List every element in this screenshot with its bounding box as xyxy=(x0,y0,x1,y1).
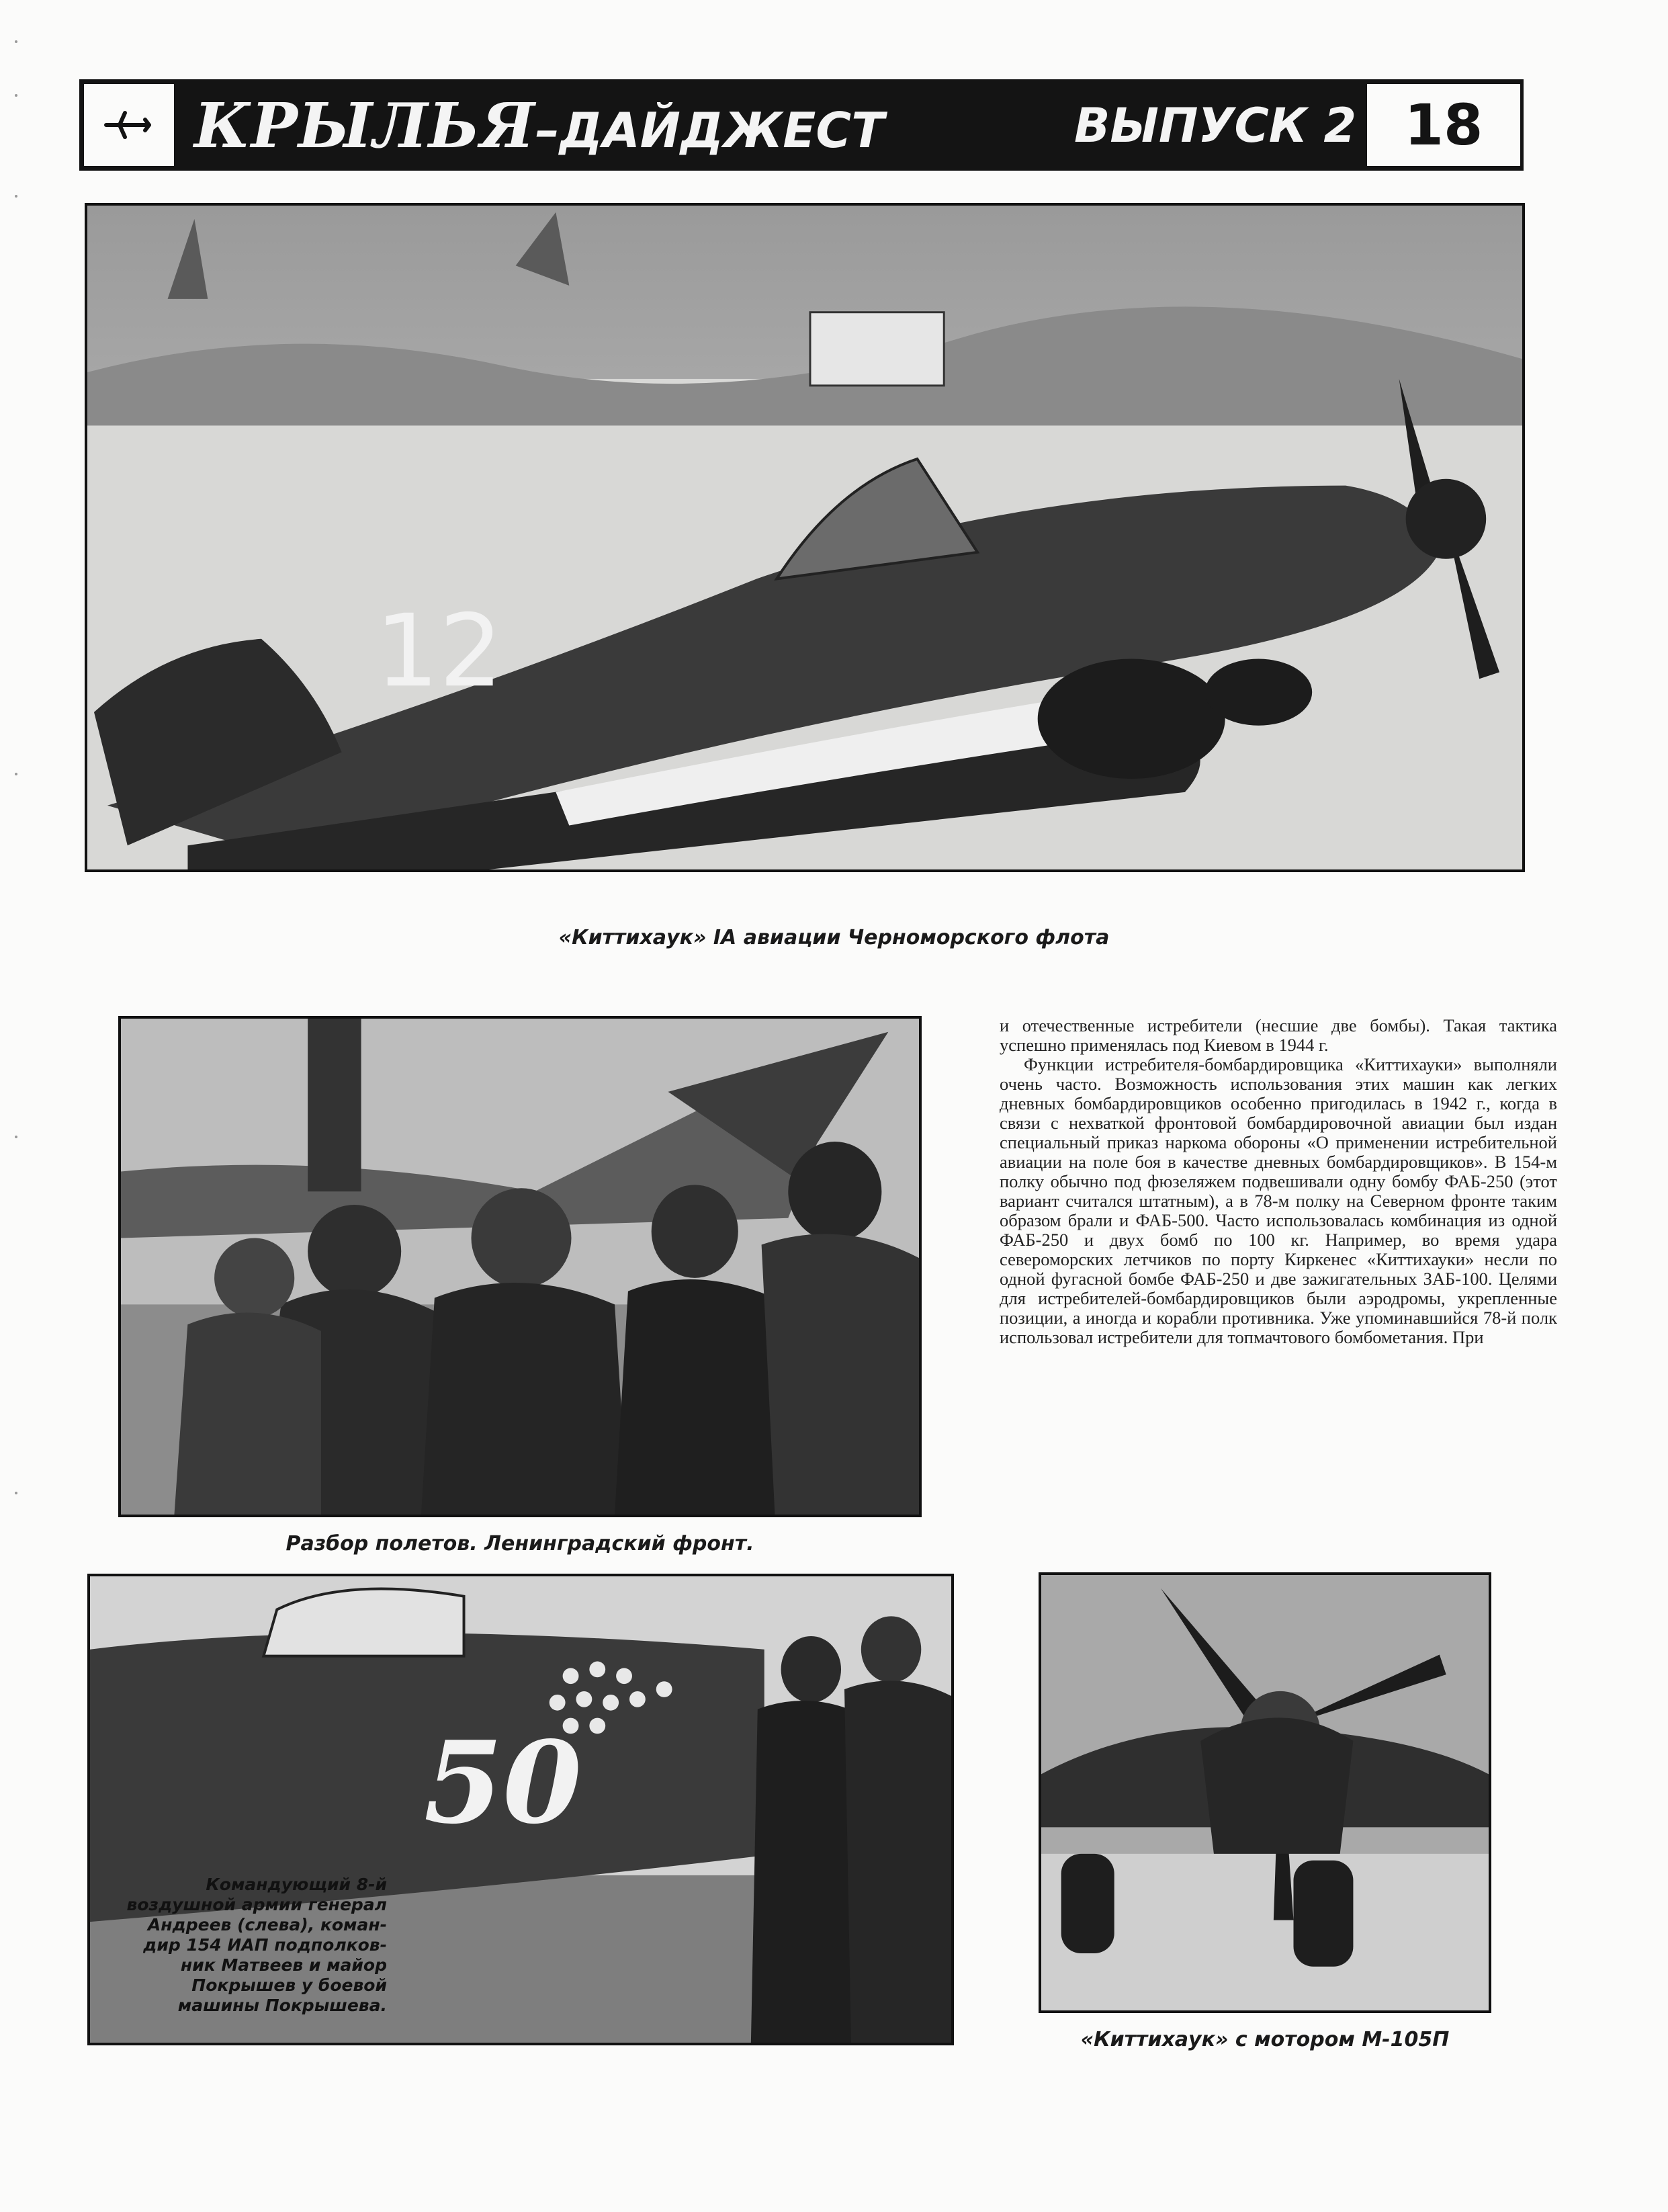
scan-mark xyxy=(15,1136,17,1138)
caption-line: Командующий 8-й xyxy=(206,1875,387,1894)
airplane-icon xyxy=(102,105,156,145)
article-paragraph: и отечественные истребители (несшие две бомбы). Такая тактика успешно применялась под Киевом в 1944 г. xyxy=(1000,1015,1557,1055)
article-paragraph: Функции истребителя-бомбардировщика «Киттихауки» выполняли очень часто. Возможность использования этих машин как легких дневных бомбардировщиков особенно пригодилась в 1942 г., когда в связи с нехваткой фронтовой бомбардировочной авиации был издан специальный приказ наркома обороны «О применении истребительной авиации на поле боя в качестве дневных бомбардировщиков». В 154-м полку обычно под фюзеляжем подвешивали одну бомбу ФАБ-250 (этот вариант считался штатным), а в 78-м полку на Северном фронте таким образом брали и ФАБ-500. Часто использовалась комбинация из одной ФАБ-250 и двух бомб по 100 кг. Например, во время удара североморских летчиков по порту Киркенес «Киттихауки» несли по одной фугасной бомбе ФАБ-250 и две зажигательных ЗАБ-100. Целями для истребителей-бомбардировщиков были аэродромы, укрепленные позиции, а иногда и корабли противника. Уже упоминавшийся 78-й полк использовал истребители для топмачтового бомбометания. При xyxy=(1000,1054,1557,1347)
scan-mark xyxy=(15,1492,17,1494)
tail-number-50: 50 xyxy=(423,1716,582,1849)
caption-top-photo: «Киттихаук» IA авиации Черноморского флота xyxy=(558,926,1110,949)
page-header xyxy=(79,79,1524,171)
photo-kittyhawk-12 xyxy=(85,203,1525,872)
scan-mark xyxy=(15,94,17,97)
caption-debrief-photo: Разбор полетов. Ленинградский фронт. xyxy=(286,1532,754,1556)
caption-line: ник Матвеев и майор xyxy=(180,1955,387,1975)
caption-line: Андреев (слева), коман- xyxy=(147,1915,387,1934)
caption-commanders-photo xyxy=(91,1875,387,2016)
photo-kittyhawk-m105 xyxy=(1039,1572,1491,2013)
title-main: КРЫЛЬЯ xyxy=(194,89,535,162)
tail-number-12: 12 xyxy=(375,593,503,710)
flight-debrief-image xyxy=(121,1019,919,1515)
article-body xyxy=(1000,1016,1557,1347)
caption-line: машины Покрышева. xyxy=(177,1996,387,2015)
photo-flight-debrief xyxy=(118,1016,922,1517)
caption-m105-photo: «Киттихаук» с мотором М-105П xyxy=(1080,2028,1450,2051)
caption-line: Покрышев у боевой xyxy=(191,1975,387,1995)
kittyhawk-12-image xyxy=(87,206,1522,869)
logo-box xyxy=(84,84,174,166)
issue-label: ВЫПУСК 2 xyxy=(1074,98,1357,153)
scan-mark xyxy=(15,40,17,43)
caption-line: дир 154 ИАП подполков- xyxy=(143,1935,387,1955)
kittyhawk-m105-image xyxy=(1041,1575,1489,2010)
scan-mark xyxy=(15,773,17,775)
page-number: 18 xyxy=(1367,84,1520,166)
caption-line: воздушной армии генерал xyxy=(126,1895,387,1914)
title-sub: –ДАЙДЖЕСТ xyxy=(535,102,885,159)
magazine-title xyxy=(194,85,884,166)
scan-mark xyxy=(15,195,17,198)
